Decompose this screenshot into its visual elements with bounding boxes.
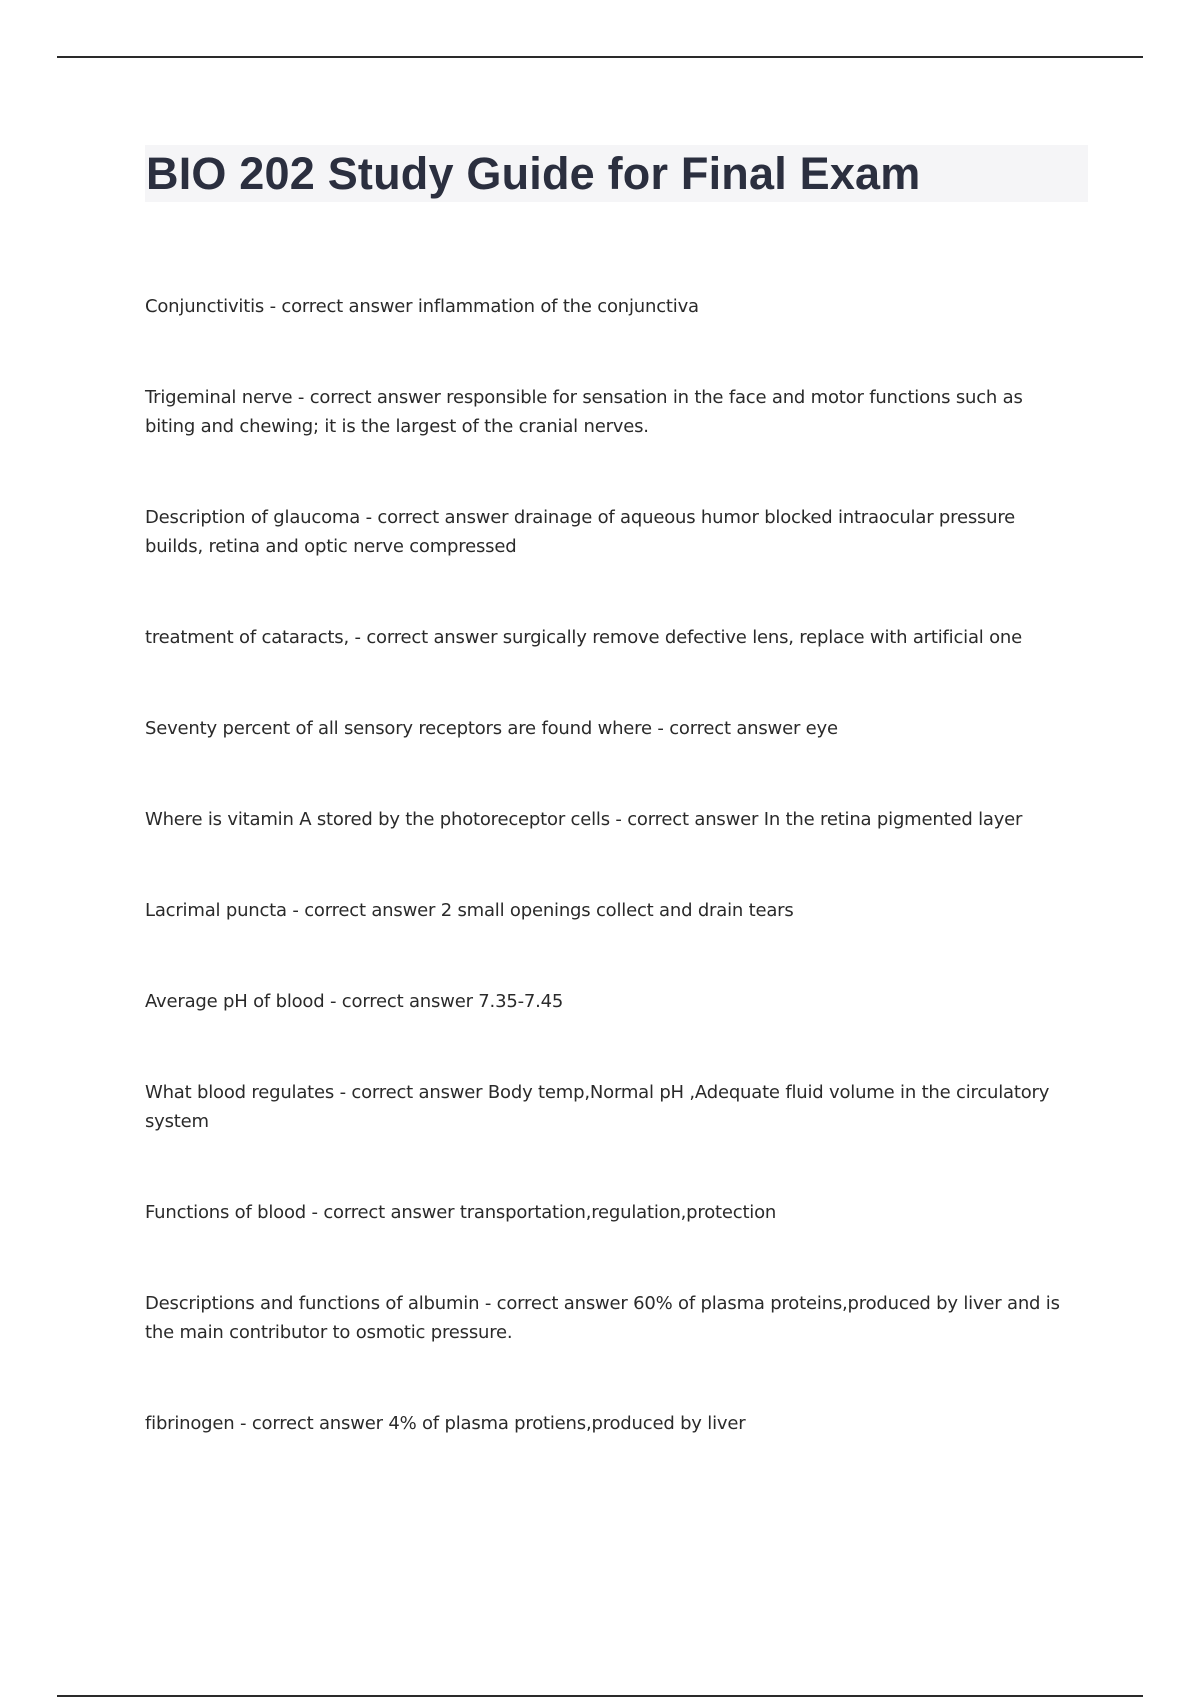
qa-item-cataracts: treatment of cataracts, - correct answer surgically remove defective lens, replace with artificial one <box>145 627 1023 648</box>
qa-item-blood-ph: Average pH of blood - correct answer 7.35-7.45 <box>145 991 564 1012</box>
qa-item-blood-regulates: What blood regulates - correct answer Body temp,Normal pH ,Adequate fluid volume in the circulatory system <box>145 1082 1050 1132</box>
qa-list <box>145 292 1075 1500</box>
qa-item-fibrinogen: fibrinogen - correct answer 4% of plasma protiens,produced by liver <box>145 1413 746 1434</box>
qa-item-albumin: Descriptions and functions of albumin - correct answer 60% of plasma proteins,produced by liver and is the main contributor to osmotic pressure. <box>145 1293 1060 1343</box>
bottom-divider <box>57 1695 1143 1697</box>
qa-item-vitamin-a: Where is vitamin A stored by the photoreceptor cells - correct answer In the retina pigmented layer <box>145 809 1023 830</box>
qa-item-trigeminal-nerve: Trigeminal nerve - correct answer responsible for sensation in the face and motor functions such as biting and chewing; it is the largest of the cranial nerves. <box>145 387 1023 437</box>
qa-item-glaucoma: Description of glaucoma - correct answer drainage of aqueous humor blocked intraocular pressure builds, retina and optic nerve compressed <box>145 507 1016 557</box>
top-divider <box>57 56 1143 58</box>
qa-item-lacrimal-puncta: Lacrimal puncta - correct answer 2 small openings collect and drain tears <box>145 900 794 921</box>
qa-item-blood-functions: Functions of blood - correct answer transportation,regulation,protection <box>145 1202 777 1223</box>
qa-item-conjunctivitis: Conjunctivitis - correct answer inflammation of the conjunctiva <box>145 296 699 317</box>
page-title: BIO 202 Study Guide for Final Exam <box>146 148 921 199</box>
qa-item-sensory-receptors: Seventy percent of all sensory receptors are found where - correct answer eye <box>145 718 838 739</box>
